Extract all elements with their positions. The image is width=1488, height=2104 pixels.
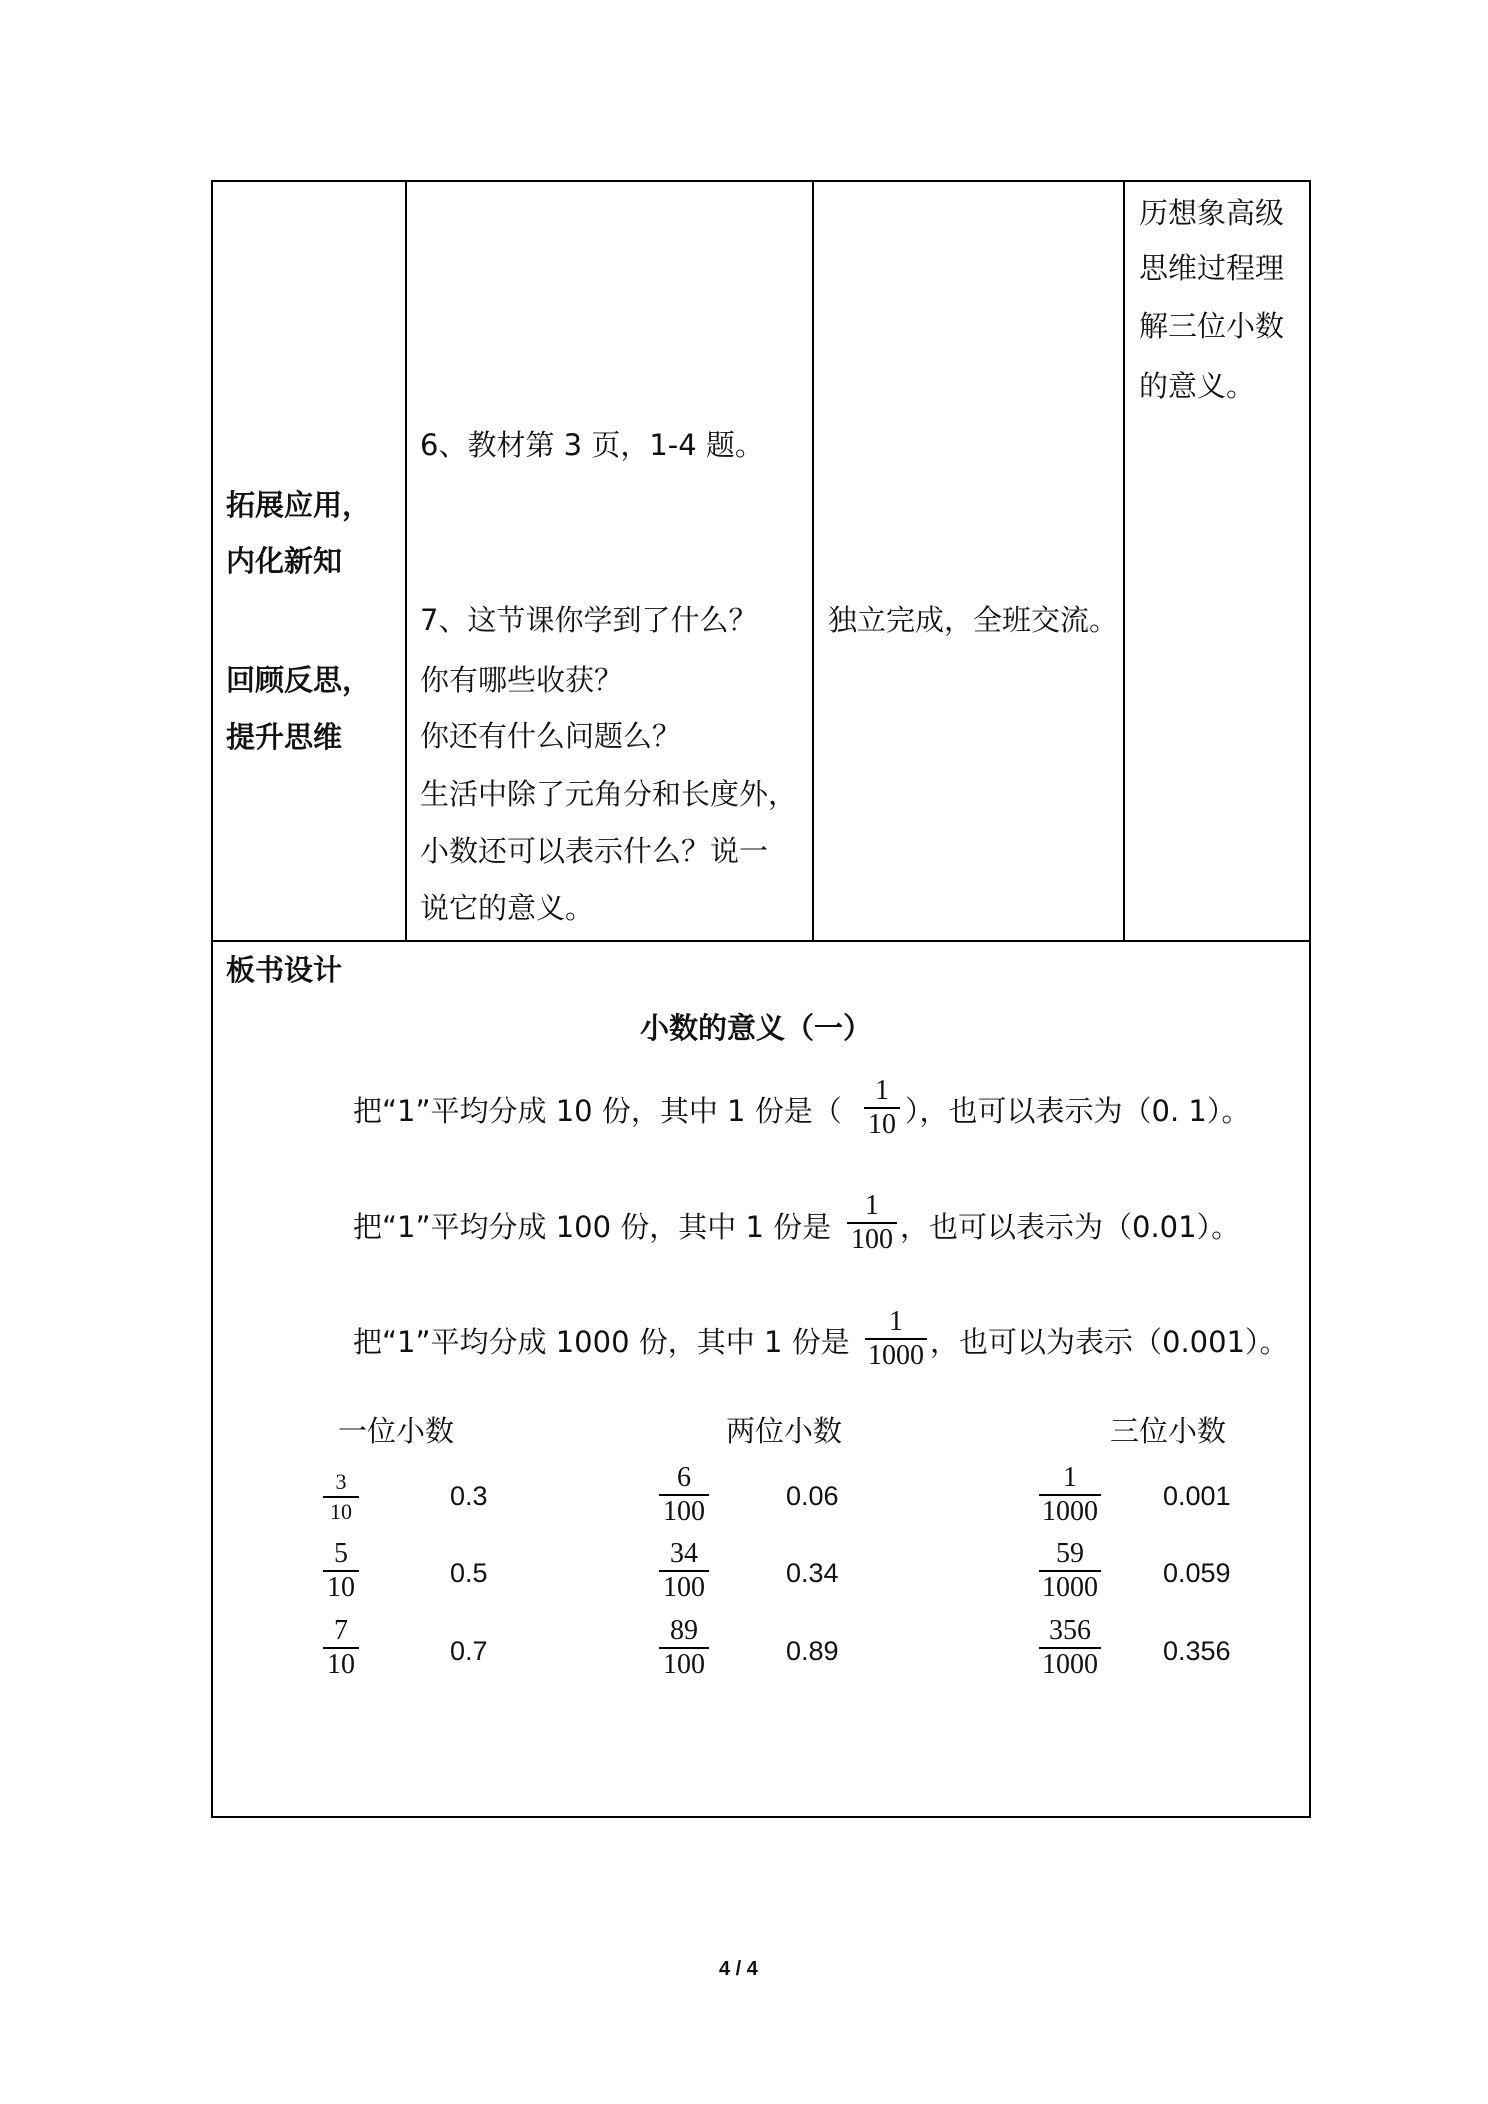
fraction-denominator: 100 — [663, 1572, 705, 1603]
group-2-row-1-decimal: 0.06 — [786, 1481, 839, 1511]
group-1-row-2-fraction — [320, 1538, 362, 1604]
col-divider-3 — [1123, 180, 1125, 941]
group-2-row-2-decimal: 0.34 — [786, 1558, 839, 1588]
group-2-row-3-decimal: 0.89 — [786, 1636, 839, 1666]
board-line-1-suffix: ），也可以表示为（0. 1）。 — [905, 1094, 1251, 1128]
group-3-row-2-fraction — [1038, 1538, 1102, 1604]
item-7-line-5: 小数还可以表示什么？说一 — [420, 834, 769, 868]
col3-activity: 独立完成，全班交流。 — [828, 603, 1119, 637]
fraction-denominator: 100 — [663, 1649, 705, 1680]
table-top-border — [211, 180, 1311, 182]
fraction-numerator: 7 — [334, 1615, 348, 1646]
group-1-row-1-decimal: 0.3 — [450, 1481, 488, 1511]
fraction-numerator: 89 — [670, 1615, 698, 1646]
col-divider-2 — [812, 180, 814, 941]
fraction-numerator: 1 — [889, 1306, 903, 1337]
fraction-numerator: 59 — [1056, 1538, 1084, 1569]
board-line-2-fraction — [846, 1190, 898, 1256]
page-number: 4 / 4 — [719, 1958, 758, 1980]
board-line-3-suffix: ，也可以为表示（0.001）。 — [930, 1325, 1289, 1359]
item-7-line-6: 说它的意义。 — [420, 891, 595, 925]
board-line-2-prefix: 把“1”平均分成 100 份，其中 1 份是 — [353, 1210, 832, 1244]
table-right-border — [1309, 180, 1311, 1818]
board-title: 小数的意义（一） — [640, 1011, 873, 1045]
stage-reflect-line-2: 提升思维 — [226, 720, 343, 754]
group-label-three-place: 三位小数 — [1110, 1414, 1227, 1448]
group-1-row-3-fraction — [320, 1615, 362, 1681]
fraction-denominator: 10 — [327, 1649, 355, 1680]
board-line-3-prefix: 把“1”平均分成 1000 份，其中 1 份是 — [353, 1325, 850, 1359]
fraction-denominator: 1000 — [1042, 1649, 1098, 1680]
item-7-line-1: 7、这节课你学到了什么？ — [420, 603, 758, 637]
table-bottom-border — [211, 1816, 1311, 1818]
fraction-numerator: 5 — [334, 1538, 348, 1569]
fraction-numerator: 356 — [1049, 1615, 1091, 1646]
group-1-row-3-decimal: 0.7 — [450, 1636, 488, 1666]
fraction-numerator: 1 — [865, 1190, 879, 1221]
col-divider-1 — [405, 180, 407, 941]
stage-extend-line-1: 拓展应用， — [226, 488, 372, 522]
col4-line-3: 解三位小数 — [1139, 309, 1285, 343]
group-2-row-1-fraction — [658, 1462, 710, 1528]
board-line-2-suffix: ，也可以表示为（0.01）。 — [900, 1210, 1241, 1244]
board-line-1-prefix: 把“1”平均分成 10 份，其中 1 份是（ — [353, 1094, 842, 1128]
board-line-1-fraction — [862, 1075, 902, 1141]
fraction-numerator: 1 — [1063, 1462, 1077, 1493]
group-label-one-place: 一位小数 — [338, 1414, 455, 1448]
item-7-line-3: 你还有什么问题么？ — [420, 719, 682, 753]
group-3-row-2-decimal: 0.059 — [1163, 1558, 1231, 1588]
fraction-numerator: 3 — [335, 1469, 347, 1494]
col4-line-1: 历想象高级 — [1139, 196, 1285, 230]
group-3-row-3-fraction — [1038, 1615, 1102, 1681]
fraction-denominator: 1000 — [1042, 1572, 1098, 1603]
group-3-row-1-decimal: 0.001 — [1163, 1481, 1231, 1511]
fraction-denominator: 10 — [330, 1499, 352, 1524]
group-2-row-2-fraction — [658, 1538, 710, 1604]
item-6: 6、教材第 3 页，1-4 题。 — [420, 428, 764, 462]
fraction-denominator: 1000 — [1042, 1496, 1098, 1527]
stage-extend-line-2: 内化新知 — [226, 544, 343, 578]
group-label-two-place: 两位小数 — [726, 1414, 843, 1448]
group-3-row-3-decimal: 0.356 — [1163, 1636, 1231, 1666]
fraction-denominator: 10 — [327, 1572, 355, 1603]
row-divider — [211, 940, 1311, 942]
fraction-denominator: 10 — [868, 1109, 896, 1140]
item-7-line-4: 生活中除了元角分和长度外， — [420, 777, 798, 811]
fraction-numerator: 1 — [875, 1075, 889, 1106]
group-3-row-1-fraction — [1038, 1462, 1102, 1528]
group-2-row-3-fraction — [658, 1615, 710, 1681]
stage-reflect-line-1: 回顾反思， — [226, 663, 372, 697]
item-7-line-2: 你有哪些收获？ — [420, 663, 624, 697]
fraction-numerator: 34 — [670, 1538, 698, 1569]
fraction-numerator: 6 — [677, 1462, 691, 1493]
fraction-denominator: 100 — [663, 1496, 705, 1527]
col4-line-4: 的意义。 — [1139, 369, 1256, 403]
board-heading: 板书设计 — [226, 953, 343, 987]
fraction-denominator: 100 — [851, 1224, 893, 1255]
group-1-row-1-fraction — [320, 1468, 362, 1526]
col4-line-2: 思维过程理 — [1139, 251, 1285, 285]
fraction-denominator: 1000 — [868, 1340, 924, 1371]
board-line-3-fraction — [864, 1306, 928, 1372]
group-1-row-2-decimal: 0.5 — [450, 1558, 488, 1588]
table-left-border — [211, 180, 213, 1818]
